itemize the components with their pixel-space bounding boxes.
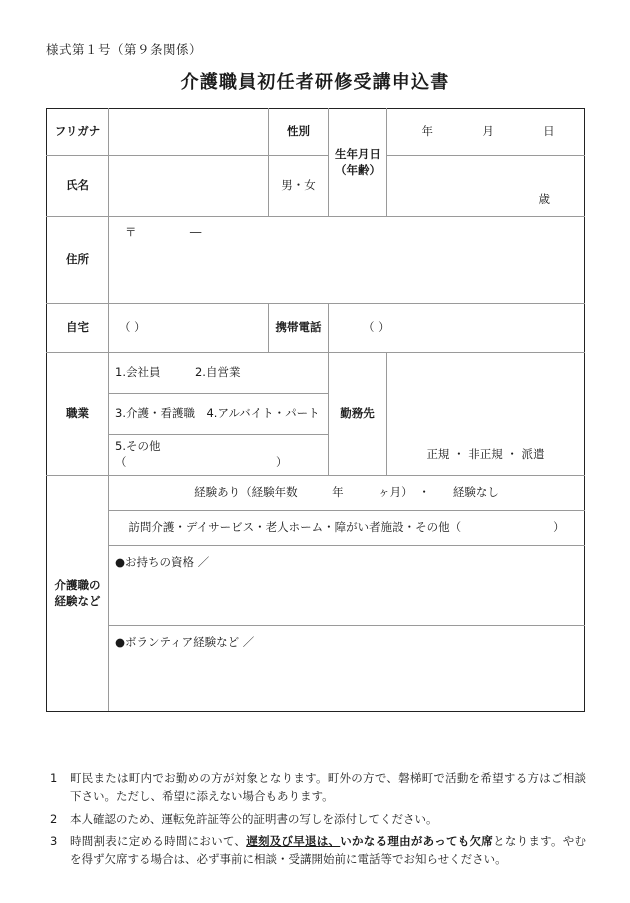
volunteer-heading: ●ボランティア経験など ／ <box>115 635 255 649</box>
care-experience-label-line1: 介護職の <box>54 577 101 592</box>
gender-options[interactable]: 男・女 <box>269 156 329 217</box>
furigana-label: フリガナ <box>47 109 109 156</box>
address-label: 住所 <box>47 217 109 304</box>
note-text: 町民または町内でお勤めの方が対象となります。町外の方で、磐梯町で活動を希望する方はご相談下さい。ただし、希望に添えない場合もあります。 <box>70 771 586 803</box>
furigana-input-cell[interactable] <box>109 109 269 156</box>
qualifications-heading: ●お持ちの資格 ／ <box>115 555 210 569</box>
table-row-furigana <box>47 109 585 156</box>
occupation-option-row-2[interactable]: 3.介護・看護職 4.アルバイト・パート <box>109 394 329 435</box>
footer-notes <box>46 770 586 874</box>
table-row-qualifications <box>47 546 585 626</box>
birthdate-label-line1: 生年月日 <box>335 146 381 161</box>
table-row-address <box>47 217 585 304</box>
name-input-cell[interactable] <box>109 156 269 217</box>
note-emphasis-underline: 遅刻及び早退は、 <box>246 834 341 849</box>
employment-type-options[interactable]: 正規 ・ 非正規 ・ 派遣 <box>387 353 585 476</box>
mobile-phone-label: 携帯電話 <box>269 304 329 353</box>
note-number: 2 <box>50 811 58 826</box>
postal-mark: 〒 <box>125 225 137 239</box>
table-row-phone <box>47 304 585 353</box>
birth-day-unit: 日 <box>543 124 555 139</box>
occupation-option-row-3[interactable]: 5.その他（ ） <box>109 435 329 476</box>
birth-year-unit: 年 <box>421 124 433 139</box>
note-segment: となります。やむを得ず欠席する場合は、必ず事前に相談・受講開始前に電話等でお知らせください。 <box>70 834 586 867</box>
note-number: 1 <box>50 771 58 785</box>
birthdate-label <box>329 109 387 217</box>
table-row-volunteer <box>47 626 585 712</box>
home-phone-input[interactable]: （ ） <box>109 304 269 353</box>
postal-dash: ― <box>189 225 202 239</box>
gender-label: 性別 <box>269 109 329 156</box>
table-row-occupation-1 <box>47 353 585 394</box>
page-title: 介護職員初任者研修受講申込書 <box>180 72 450 93</box>
birthdate-ymd-cell[interactable] <box>387 109 585 156</box>
age-cell[interactable] <box>387 156 585 217</box>
age-unit: 歳 <box>538 192 550 207</box>
occupation-option-row-1[interactable]: 1.会社員 2.自営業 <box>109 353 329 394</box>
volunteer-cell[interactable] <box>109 626 585 712</box>
name-label: 氏名 <box>47 156 109 217</box>
care-experience-label-line2: 経験など <box>54 593 101 608</box>
table-row-name <box>47 156 585 217</box>
application-form-table <box>46 108 585 712</box>
form-number: 様式第１号（第９条関係） <box>46 43 203 57</box>
birth-month-unit: 月 <box>482 124 494 139</box>
birthdate-label-line2: （年齢） <box>335 162 381 177</box>
note-item <box>46 833 586 869</box>
note-number: 3 <box>50 834 58 849</box>
occupation-label: 職業 <box>47 353 109 476</box>
home-phone-label: 自宅 <box>47 304 109 353</box>
table-row-experience-1 <box>47 476 585 511</box>
table-row-experience-2 <box>47 511 585 546</box>
experience-facility-row[interactable]: 訪問介護・デイサービス・老人ホーム・障がい者施設・その他（ ） <box>109 511 585 546</box>
address-input-cell[interactable] <box>109 217 585 304</box>
experience-years-row[interactable]: 経験あり（経験年数 年 ヶ月） ・ 経験なし <box>109 476 585 511</box>
note-text: 本人確認のため、運転免許証等公的証明書の写しを添付してください。 <box>70 811 438 826</box>
mobile-phone-input[interactable]: （ ） <box>329 304 585 353</box>
note-segment: 時間割表に定める時間において、 <box>70 834 247 849</box>
workplace-label: 勤務先 <box>329 353 387 476</box>
note-text <box>70 833 586 869</box>
care-experience-label <box>47 476 109 712</box>
note-emphasis-bold: いかなる理由があっても欠席 <box>340 834 494 849</box>
qualifications-cell[interactable] <box>109 546 585 626</box>
note-item <box>46 811 586 829</box>
note-item <box>46 770 586 806</box>
